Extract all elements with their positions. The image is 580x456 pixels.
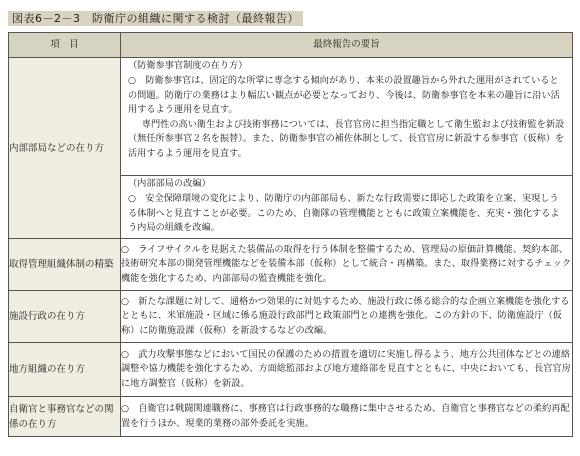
header-content: 最終報告の要旨 — [121, 33, 573, 58]
row-content — [121, 343, 573, 397]
section-heading: （防衛参事官制度の在り方） — [128, 60, 248, 72]
paragraph: ○ 新たな課題に対して、通格かつ効果的に対処するため、施設行政に係る総合的な企画立案機能を強化するとともに、米軍施設・区域に係る施設行政部門と政策部門との連携を強化。この方針の下、防衛施設庁（仮称）に防衛施設課（仮称）を新設するなどの改編。 — [121, 295, 570, 336]
row-item: 自衛官と事務官などの関係の在り方 — [9, 397, 121, 437]
row-content — [121, 58, 573, 239]
section-heading: （内部部局の改編） — [128, 178, 211, 190]
row-item: 取得管理組織体制の精築 — [9, 239, 121, 291]
table-row — [9, 239, 573, 291]
paragraph: ○ 安全保障環境の変化により、防衛庁の内部部局も、新たな行政需要に即応した政策を立案、実現しうる体制へと見直すことが必要。このため、自衛隊の管理機能とともに政策立案機能を、充実・強化するよう内局の組織を改編。 — [128, 192, 560, 234]
header-item: 項 目 — [9, 33, 121, 58]
paragraph: ○ ライフサイクルを見据えた装備品の取得を行う体制を整備するため、管理局の原価計算機能、契約本部、技術研究本部の開発管理機能などを装備本部（仮称）として統合・再構築。また、取得業務に対するチェック機能を強化するため、内部部局の監査機能を強化。 — [121, 243, 571, 284]
row-content — [121, 239, 573, 291]
table-row — [9, 343, 573, 397]
row-item: 施設行政の在り方 — [9, 291, 121, 343]
paragraph: ○ 防衛参事官は、固定的な所掌に専念する傾向があり、本来の設置趣旨から外れた運用がされているとの問題。防衛庁の業務はより幅広い観点が必要となっており、今後は、防衛参事官を本来の趣旨に沿い活用するよう運用を見直す。 — [128, 74, 560, 116]
row-content — [121, 291, 573, 343]
section-block — [121, 175, 572, 237]
row-item: 内部部局などの在り方 — [9, 58, 121, 239]
paragraph: 専門性の高い衛生および技術事務については、長官官房に担当指定職として衛生監および技術監を新設（無任所参事官２名を振替）。また、防衛参事官の補佐体制として、長官官房に新設する参事官（仮称）を活用するよう運用を見直す。 — [128, 118, 565, 159]
table-row — [9, 397, 573, 437]
figure-title: 図表6－2－3 防衛庁の組織に関する検討（最終報告） — [8, 11, 303, 26]
paragraph: ○ 自衛官は戦闘関連職務に、事務官は行政事務的な職務に集中させるため、自衛官と事務官などの柔約再配置を行うほか、現業的業務の部外委託を実施。 — [121, 402, 570, 429]
table-header-row — [9, 33, 573, 58]
section-block — [121, 58, 572, 175]
table-row — [9, 291, 573, 343]
row-item: 地方組織の在り方 — [9, 343, 121, 397]
table-row — [9, 58, 573, 239]
row-content — [121, 397, 573, 437]
paragraph: ○ 武力攻撃事態などにおいて国民の保護のための措置を適切に実施し得るよう、地方公共団体などとの連絡調整や協力機能を強化するため、方面総監部および地方連絡部を見直すとともに、中央においても、長官官房に地方調整官（仮称）を新設。 — [121, 348, 571, 389]
report-table — [8, 32, 573, 437]
